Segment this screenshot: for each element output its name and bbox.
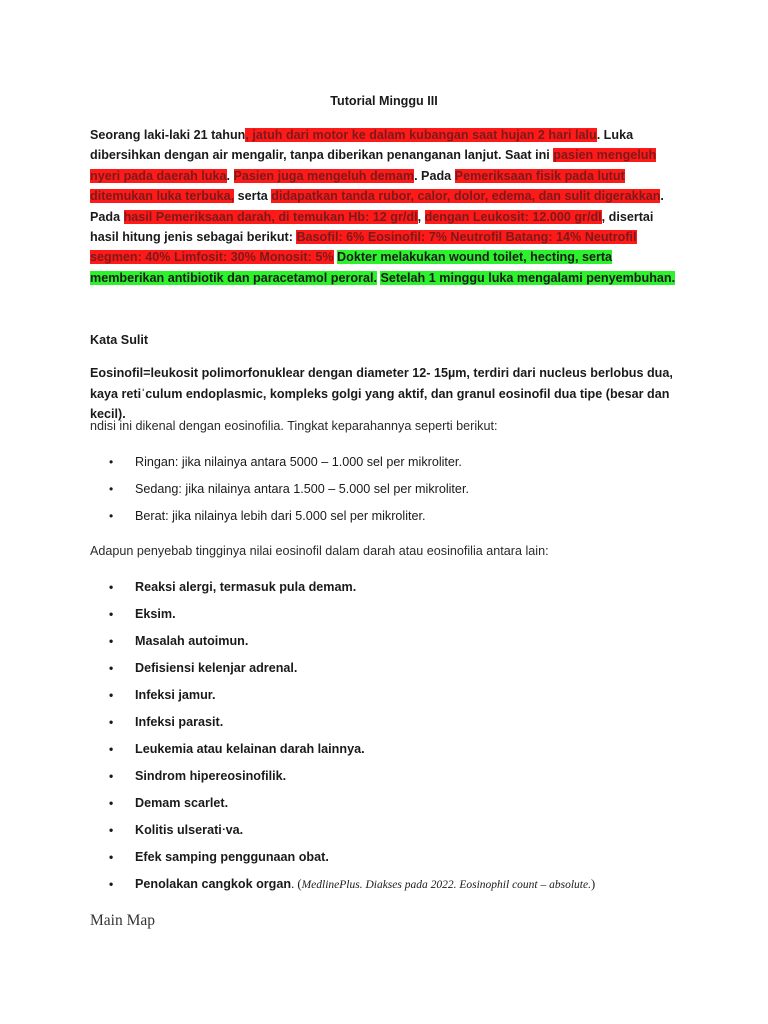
bullet-icon: • <box>109 877 114 891</box>
bullet-icon: • <box>109 607 114 621</box>
case-paragraph <box>90 125 680 288</box>
highlighted-text-red: hasil Pemeriksaan darah, di temukan Hb: 12 gr/dl <box>123 209 418 224</box>
bullet-icon: • <box>109 742 114 756</box>
highlighted-text-red: didapatkan tanda rubor, calor, dolor, edema, dan sulit digerakkan <box>271 189 661 204</box>
citation-text: MedlinePlus. Diakses pada 2022. Eosinophil count – absolute. <box>301 879 591 891</box>
citation-close: ) <box>590 877 596 891</box>
bullet-icon: • <box>109 509 114 523</box>
bullet-icon: • <box>109 634 114 648</box>
list-item: • Ringan: jika nilainya antara 5000 – 1.000 sel per mikroliter. <box>109 455 462 469</box>
bullet-icon: • <box>109 688 114 702</box>
bullet-icon: • <box>109 796 114 810</box>
bullet-icon: • <box>109 482 114 496</box>
highlighted-text-red: pasien mengeluh nyeri pada daerah luka <box>90 148 657 183</box>
highlighted-text-green: Dokter melakukan wound toilet, hecting, serta memberikan antibiotik dan paracetamol peroral. <box>90 250 613 285</box>
causes-intro-paragraph: Adapun penyebab tingginya nilai eosinofil dalam darah atau eosinofilia antara lain: <box>90 544 549 558</box>
bullet-icon: • <box>109 769 114 783</box>
eosinophil-definition: Eosinofil=leukosit polimorfonuklear dengan diameter 12- 15µm, terdiri dari nucleus berlobus dua, kaya retiˈculum endoplasmic, kompleks golgi yang aktif, dan granul eosinofil dua tipe (besar dan kecil). <box>90 366 673 421</box>
highlighted-text-red: dengan Leukosit: 12.000 gr/dl <box>424 209 602 224</box>
case-text: Seorang laki-laki 21 tahun <box>90 128 246 142</box>
case-text: . Pada <box>90 189 664 224</box>
list-item: • Berat: jika nilainya lebih dari 5.000 sel per mikroliter. <box>109 509 426 523</box>
list-item: • Kolitis ulseratiᐧva. <box>109 823 244 837</box>
highlighted-text-red: Pemeriksaan fisik pada lutut ditemukan luka terbuka, <box>90 168 625 204</box>
list-item: • Reaksi alergi, termasuk pula demam. <box>109 580 357 594</box>
bullet-icon: • <box>109 715 114 729</box>
list-item: • Infeksi jamur. <box>109 688 216 702</box>
list-item: • Masalah autoimun. <box>109 634 249 648</box>
highlighted-text-red: Pasien juga mengeluh demam <box>233 168 415 183</box>
highlighted-text-red: , jatuh dari motor ke dalam kubangan saat hujan 2 hari lalu <box>245 128 597 142</box>
case-text: . Luka dibersihkan dengan air mengalir, tanpa diberikan penanganan lanjut. Saat ini <box>90 128 634 163</box>
case-text: , disertai hasil hitung jenis sebagai berikut: <box>90 209 654 245</box>
list-item: • Sindrom hipereosinofilik. <box>109 769 287 783</box>
bullet-icon: • <box>109 823 114 837</box>
bullet-icon: • <box>109 455 114 469</box>
list-item: • Penolakan cangkok organ. (MedlinePlus. Diakses pada 2022. Eosinophil count – absolute.) <box>109 877 596 891</box>
case-text: , <box>417 209 425 224</box>
bullet-icon: • <box>109 850 114 864</box>
case-text: . Pada <box>414 168 455 183</box>
bullet-icon: • <box>109 661 114 675</box>
highlighted-text-red: Basofil: 6% Eosinofil: 7% Neutrofil Batang: 14% Neutrofil segmen: 40% Limfosit: 30% Monosit: 5% <box>90 230 637 265</box>
list-item: • Efek samping penggunaan obat. <box>109 850 329 864</box>
case-text: . <box>226 168 234 183</box>
severity-intro-paragraph: ndisi ini dikenal dengan eosinofilia. Tingkat keparahannya seperti berikut: <box>90 419 498 433</box>
causes-list <box>90 578 595 902</box>
list-item: • Sedang: jika nilainya antara 1.500 – 5.000 sel per mikroliter. <box>109 482 469 496</box>
list-item: • Leukemia atau kelainan darah lainnya. <box>109 742 365 756</box>
section-heading: Kata Sulit <box>90 333 149 347</box>
citation-open: . ( <box>291 877 302 891</box>
list-item: • Demam scarlet. <box>109 796 229 810</box>
highlighted-text-green: Setelah 1 minggu luka mengalami penyembuhan. <box>380 270 676 285</box>
severity-list <box>90 453 469 534</box>
list-item: • Eksim. <box>109 607 176 621</box>
bullet-icon: • <box>109 580 114 594</box>
main-map-heading: Main Map <box>90 912 156 929</box>
list-item: • Infeksi parasit. <box>109 715 224 729</box>
document-title: Tutorial Minggu III <box>330 94 438 108</box>
case-text: serta <box>234 189 272 204</box>
list-item: • Defisiensi kelenjar adrenal. <box>109 661 298 675</box>
